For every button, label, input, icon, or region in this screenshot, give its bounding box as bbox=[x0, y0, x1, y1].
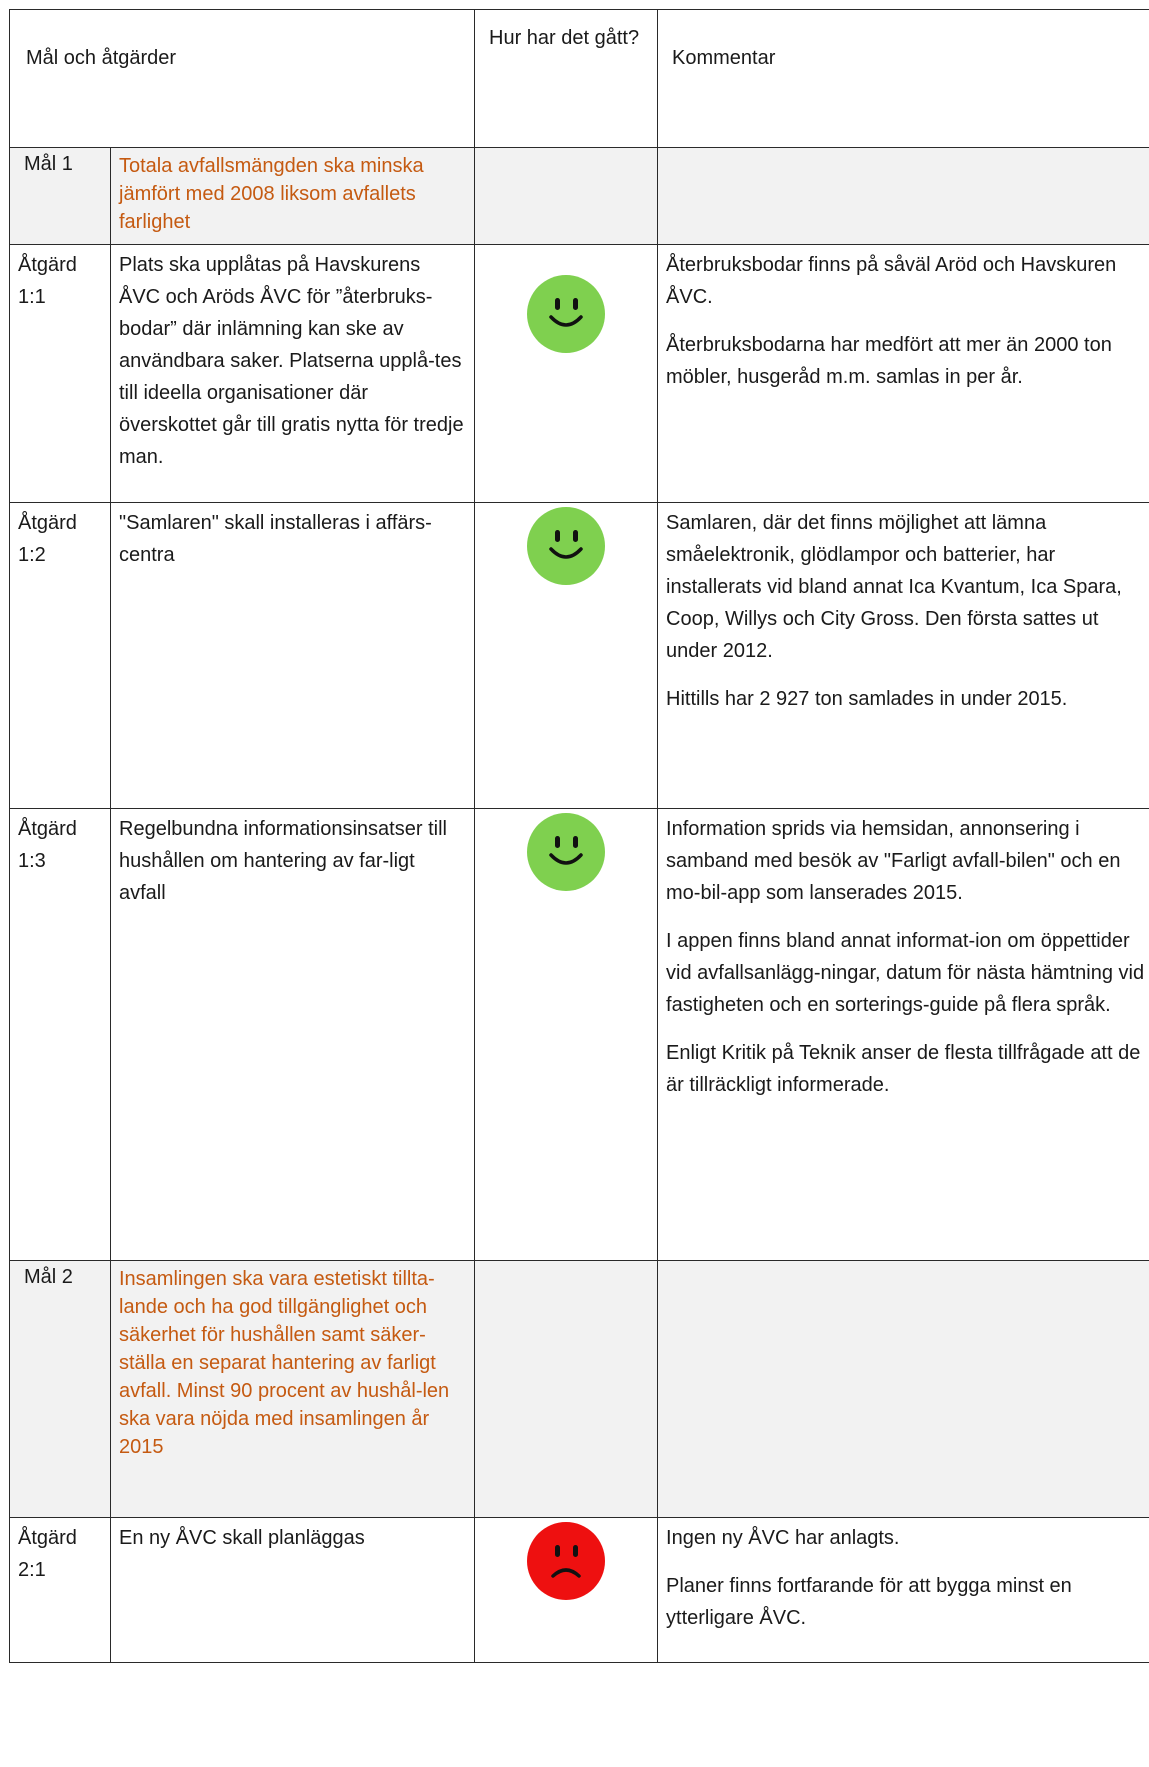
action-id-cell bbox=[10, 809, 111, 1261]
header-status-label: Hur har det gått? bbox=[489, 27, 640, 49]
happy-face-icon bbox=[527, 813, 605, 891]
goals-actions-table bbox=[9, 9, 1149, 1663]
action-comment-cell bbox=[658, 245, 1149, 503]
action-text: "Samlaren" skall installeras i affärs-centra bbox=[119, 512, 432, 566]
action-row bbox=[10, 1518, 1149, 1663]
comment-paragraph: I appen finns bland annat informat-ion om öppettider vid avfallsanlägg-ningar, datum för nästa hämtning vid fastigheten och en sorterings-guide på flera språk. bbox=[666, 930, 1145, 1016]
action-comment-cell bbox=[658, 1518, 1149, 1663]
action-text: Plats ska upplåtas på Havskurens ÅVC och Aröds ÅVC för ”återbruks-bodar” där inlämning kan ske av användbara saker. Platserna upplå-tes till ideella organisationer där överskottet går till gratis nytta för tredje man. bbox=[119, 254, 464, 468]
action-id: Åtgärd 2:1 bbox=[18, 1527, 77, 1581]
header-comment-label: Kommentar bbox=[672, 47, 776, 69]
goal-comment-cell bbox=[658, 148, 1149, 245]
goal-text: Insamlingen ska vara estetiskt tillta-lande och ha god tillgänglighet och säkerhet för hushållen samt säker-ställa en separat hantering av farligt avfall. Minst 90 procent av hushål-len ska vara nöjda med insamlingen år 2015 bbox=[119, 1268, 450, 1458]
goal-row bbox=[10, 148, 1149, 245]
comment-paragraph: Planer finns fortfarande för att bygga minst en ytterligare ÅVC. bbox=[666, 1575, 1072, 1629]
action-id-cell bbox=[10, 1518, 111, 1663]
action-row bbox=[10, 245, 1149, 503]
happy-face-icon bbox=[527, 507, 605, 585]
action-text: Regelbundna informationsinsatser till hushållen om hantering av far-ligt avfall bbox=[119, 818, 447, 904]
header-status-cell bbox=[475, 10, 658, 148]
action-id-cell bbox=[10, 245, 111, 503]
comment-paragraph: Samlaren, där det finns möjlighet att lämna småelektronik, glödlampor och batterier, har installerats vid bland annat Ica Kvantum, Ica Spara, Coop, Willys och City Gross. Den första sattes ut under 2012. bbox=[666, 512, 1122, 662]
goal-text: Totala avfallsmängden ska minska jämfört med 2008 liksom avfallets farlighet bbox=[119, 155, 424, 233]
goal-id: Mål 1 bbox=[24, 153, 73, 175]
sad-face-icon bbox=[527, 1522, 605, 1600]
header-goals-cell bbox=[10, 10, 475, 148]
goal-comment-cell bbox=[658, 1261, 1149, 1518]
action-status-cell bbox=[475, 503, 658, 809]
action-id: Åtgärd 1:1 bbox=[18, 254, 77, 308]
header-comment-cell bbox=[658, 10, 1149, 148]
goal-id: Mål 2 bbox=[24, 1266, 73, 1288]
action-status-cell bbox=[475, 809, 658, 1261]
action-id-cell bbox=[10, 503, 111, 809]
comment-paragraph: Hittills har 2 927 ton samlades in under 2015. bbox=[666, 688, 1068, 710]
goal-text-cell bbox=[111, 1261, 475, 1518]
action-status-cell bbox=[475, 1518, 658, 1663]
comment-paragraph: Återbruksbodar finns på såväl Aröd och Havskuren ÅVC. bbox=[666, 254, 1117, 308]
happy-face-icon bbox=[527, 275, 605, 353]
goal-row bbox=[10, 1261, 1149, 1518]
table-header-row bbox=[10, 10, 1149, 148]
action-text-cell bbox=[111, 245, 475, 503]
goal-text-cell bbox=[111, 148, 475, 245]
goal-id-cell bbox=[10, 148, 111, 245]
goal-id-cell bbox=[10, 1261, 111, 1518]
action-row bbox=[10, 809, 1149, 1261]
comment-paragraph: Ingen ny ÅVC har anlagts. bbox=[666, 1527, 900, 1549]
header-goals-label: Mål och åtgärder bbox=[26, 47, 177, 69]
action-comment-cell bbox=[658, 809, 1149, 1261]
action-row bbox=[10, 503, 1149, 809]
action-text-cell bbox=[111, 809, 475, 1261]
comment-paragraph: Återbruksbodarna har medfört att mer än 2000 ton möbler, husgeråd m.m. samlas in per år. bbox=[666, 334, 1112, 388]
goal-status-cell bbox=[475, 148, 658, 245]
action-text-cell bbox=[111, 503, 475, 809]
action-comment-cell bbox=[658, 503, 1149, 809]
action-id: Åtgärd 1:3 bbox=[18, 818, 77, 872]
comment-paragraph: Enligt Kritik på Teknik anser de flesta tillfrågade att de är tillräckligt informerade. bbox=[666, 1042, 1141, 1096]
action-id: Åtgärd 1:2 bbox=[18, 512, 77, 566]
comment-paragraph: Information sprids via hemsidan, annonsering i samband med besök av "Farligt avfall-bilen" och en mo-bil-app som lanserades 2015. bbox=[666, 818, 1121, 904]
action-status-cell bbox=[475, 245, 658, 503]
action-text-cell bbox=[111, 1518, 475, 1663]
action-text: En ny ÅVC skall planläggas bbox=[119, 1527, 365, 1549]
goal-status-cell bbox=[475, 1261, 658, 1518]
